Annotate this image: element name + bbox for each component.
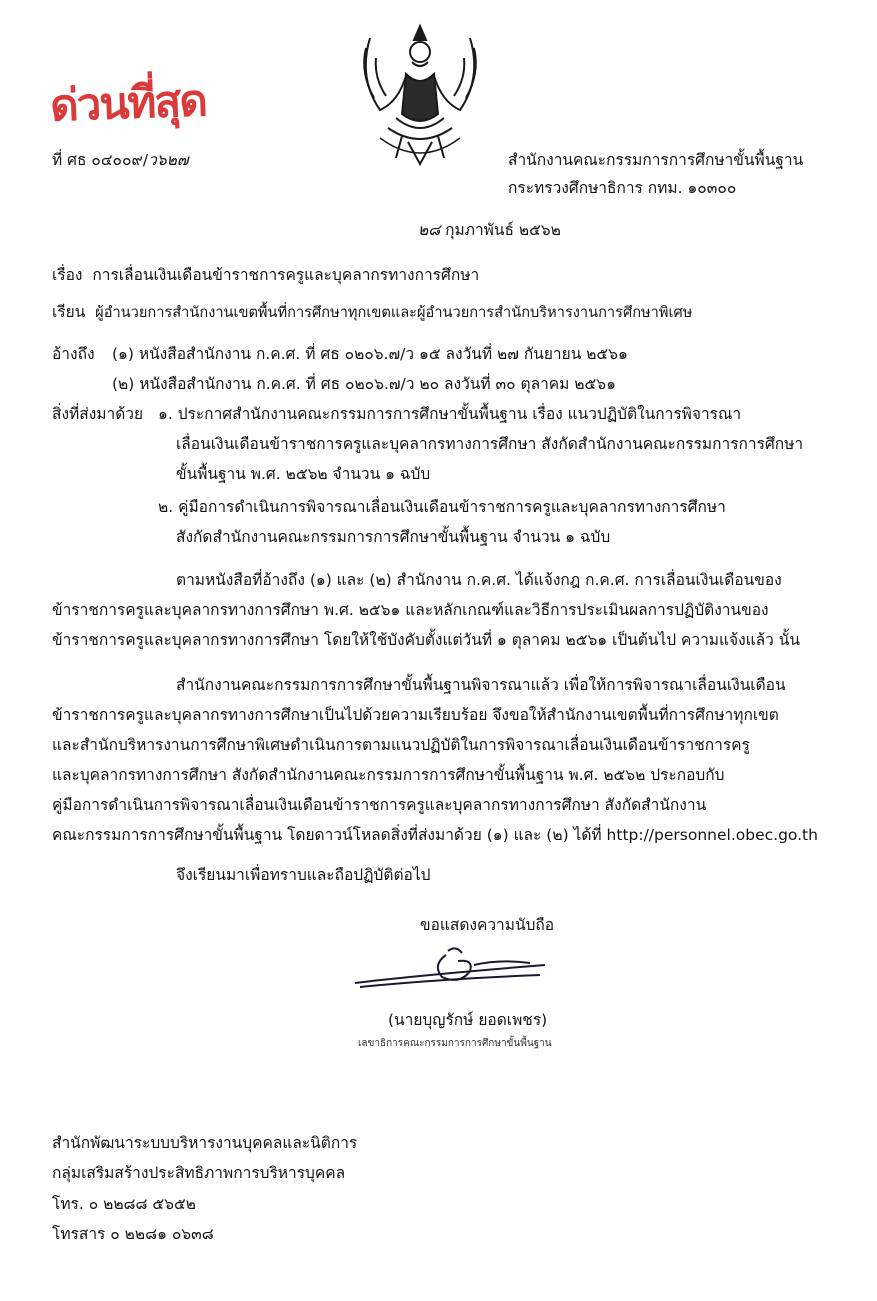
enclosures-label: สิ่งที่ส่งมาด้วย [52,405,144,423]
subject-label: เรื่อง [52,266,83,284]
reference-item: (๑) หนังสือสำนักงาน ก.ค.ศ. ที่ ศธ ๐๒๐๖.๗/ว ๑๕ ลงวันที่ ๒๗ กันยายน ๒๕๖๑ [112,345,628,363]
document-number-prefix: ที่ ศธ ๐๔๐๐๙/ [52,151,149,169]
enclosure-item: ๒. คู่มือการดำเนินการพิจารณาเลื่อนเงินเดือนข้าราชการครูและบุคลากรทางการศึกษา [158,498,726,516]
body-paragraph-1-line: ข้าราชการครูและบุคลากรทางการศึกษา พ.ศ. ๒๕๖๑ และหลักเกณฑ์และวิธีการประเมินผลการปฏิบัติงานของ [52,601,769,619]
subject-text: การเลื่อนเงินเดือนข้าราชการครูและบุคลากรทางการศึกษา [92,266,480,284]
footer-department: สำนักพัฒนาระบบบริหารงานบุคคลและนิติการ [52,1134,358,1152]
body-paragraph-2-line: และบุคลากรทางการศึกษา สังกัดสำนักงานคณะกรรมการการศึกษาขั้นพื้นฐาน พ.ศ. ๒๕๖๒ ประกอบกับ [52,766,725,784]
recipient-line [52,302,692,323]
signatory-position: เลขาธิการคณะกรรมการการศึกษาขั้นพื้นฐาน [358,1038,552,1049]
salutation: ขอแสดงความนับถือ [420,916,555,934]
document-number-handwritten: ว๖๒๗ [148,151,189,169]
date-month-year: กุมภาพันธ์ ๒๕๖๒ [445,221,561,239]
reference-item: (๒) หนังสือสำนักงาน ก.ค.ศ. ที่ ศธ ๐๒๐๖.๗/ว ๒๐ ลงวันที่ ๓๐ ตุลาคม ๒๕๖๑ [112,375,616,393]
sender-address: กระทรวงศึกษาธิการ กทม. ๑๐๓๐๐ [508,179,737,197]
footer-group: กลุ่มเสริมสร้างประสิทธิภาพการบริหารบุคคล [52,1164,346,1182]
signatory-name: (นายบุญรักษ์ ยอดเพชร) [388,1011,548,1029]
document-number [52,150,188,170]
document-date [418,220,561,240]
closing-line: จึงเรียนมาเพื่อทราบและถือปฏิบัติต่อไป [176,866,431,884]
reference-label: อ้างถึง [52,345,95,363]
enclosure-item-continued: สังกัดสำนักงานคณะกรรมการการศึกษาขั้นพื้นฐาน จำนวน ๑ ฉบับ [176,528,611,546]
handwritten-signature [350,935,550,995]
body-paragraph-1-line: ข้าราชการครูและบุคลากรทางการศึกษา โดยให้ใช้บังคับตั้งแต่วันที่ ๑ ตุลาคม ๒๕๖๑ เป็นต้นไป ความแจ้งแล้ว นั้น [52,631,800,649]
body-paragraph-2-line: ข้าราชการครูและบุคลากรทางการศึกษาเป็นไปด้วยความเรียบร้อย จึงขอให้สำนักงานเขตพื้นที่การศึกษาทุกเขต [52,706,779,724]
recipient-text: ผู้อำนวยการสำนักงานเขตพื้นที่การศึกษาทุกเขตและผู้อำนวยการสำนักบริหารงานการศึกษาพิเศษ [95,304,693,321]
footer-fax: โทรสาร ๐ ๒๒๘๑ ๐๖๓๘ [52,1225,214,1243]
enclosure-item-continued: ขั้นพื้นฐาน พ.ศ. ๒๕๖๒ จำนวน ๑ ฉบับ [176,465,431,483]
recipient-label: เรียน [52,303,86,321]
urgent-stamp: ด่วนที่สุด [49,75,207,132]
sender-office: สำนักงานคณะกรรมการการศึกษาขั้นพื้นฐาน [508,151,804,169]
date-day-handwritten: ๒๘ [418,221,441,239]
enclosure-item-continued: เลื่อนเงินเดือนข้าราชการครูและบุคลากรทางการศึกษา สังกัดสำนักงานคณะกรรมการการศึกษา [176,435,804,453]
body-paragraph-2-line: คู่มือการดำเนินการพิจารณาเลื่อนเงินเดือนข้าราชการครูและบุคลากรทางการศึกษา สังกัดสำนักงาน [52,796,707,814]
body-paragraph-1-line: ตามหนังสือที่อ้างถึง (๑) และ (๒) สำนักงาน ก.ค.ศ. ได้แจ้งกฎ ก.ค.ศ. การเลื่อนเงินเดือนของ [176,571,782,589]
enclosure-item: ๑. ประกาศสำนักงานคณะกรรมการการศึกษาขั้นพื้นฐาน เรื่อง แนวปฏิบัติในการพิจารณา [158,405,742,423]
body-paragraph-2-line: สำนักงานคณะกรรมการการศึกษาขั้นพื้นฐานพิจารณาแล้ว เพื่อให้การพิจารณาเลื่อนเงินเดือน [176,676,786,694]
body-paragraph-2-line: และสำนักบริหารงานการศึกษาพิเศษดำเนินการตามแนวปฏิบัติในการพิจารณาเลื่อนเงินเดือนข้าราชการครู [52,736,750,754]
garuda-emblem [340,18,500,168]
subject-line [52,265,479,285]
footer-phone: โทร. ๐ ๒๒๘๘ ๕๖๕๒ [52,1195,196,1213]
body-paragraph-2-line: คณะกรรมการการศึกษาขั้นพื้นฐาน โดยดาวน์โหลดสิ่งที่ส่งมาด้วย (๑) และ (๒) ได้ที่ http://personnel.obec.go.th [52,826,818,844]
